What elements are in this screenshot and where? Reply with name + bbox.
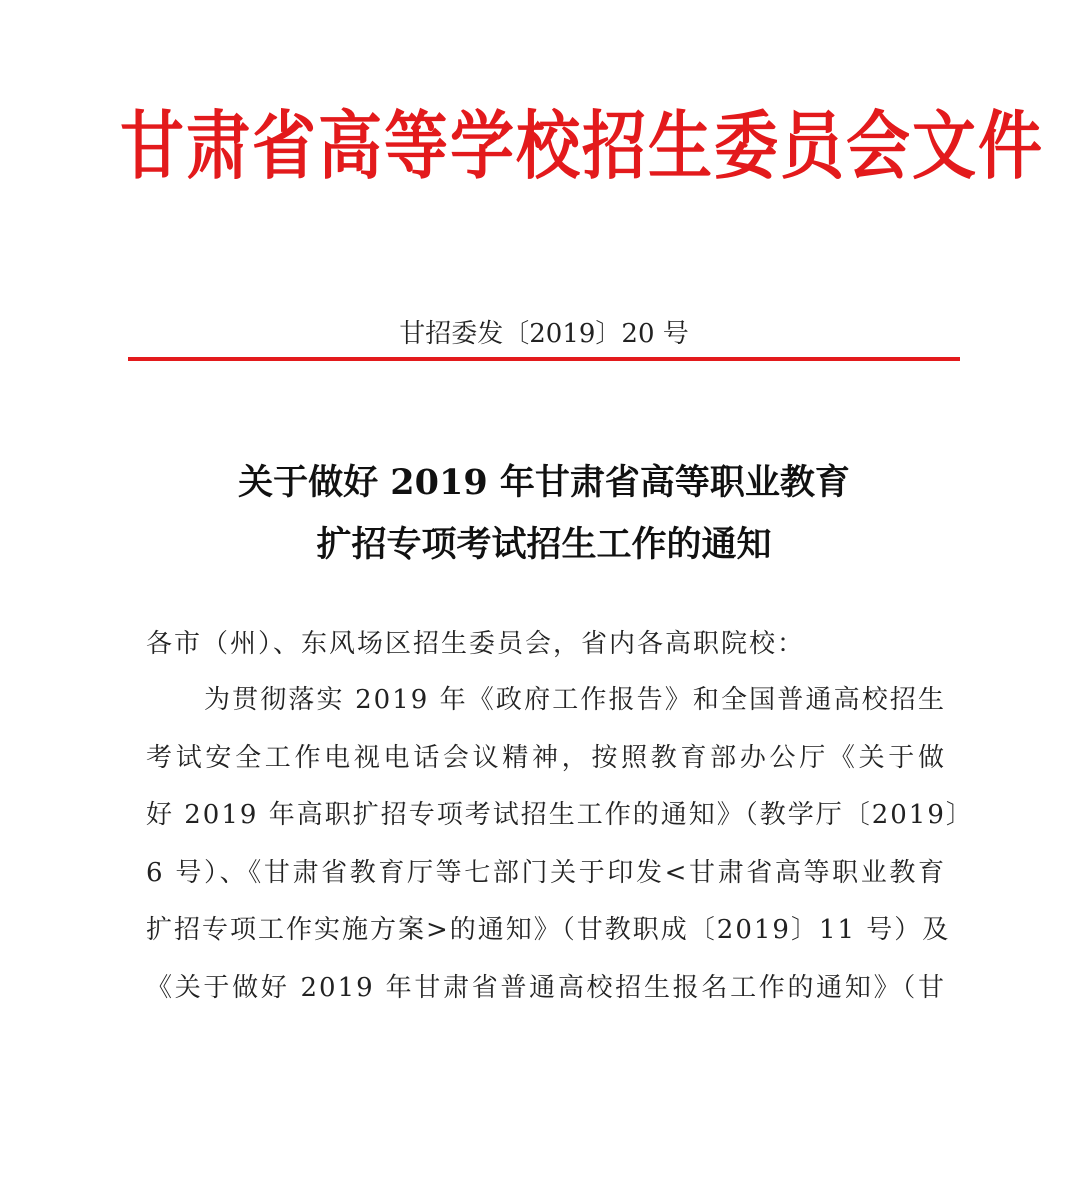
issuing-org-header: 甘肃省高等学校招生委员会文件 xyxy=(120,104,1044,190)
body-line-2: 考试安全工作电视电话会议精神，按照教育部办公厅《关于做 xyxy=(146,742,946,773)
document-title-line-2: 扩招专项考试招生工作的通知 xyxy=(316,524,772,565)
document-title-line-1: 关于做好 2019 年甘肃省高等职业教育 xyxy=(238,462,850,503)
body-line-1: 为贯彻落实 2019 年《政府工作报告》和全国普通高校招生 xyxy=(204,685,946,715)
body-line-3: 好 2019 年高职扩招专项考试招生工作的通知》（教学厅〔2019〕 xyxy=(146,800,974,831)
red-divider-line xyxy=(128,357,960,361)
addressee-line: 各市（州）、东风场区招生委员会，省内各高职院校： xyxy=(146,629,806,659)
document-number: 甘招委发〔2019〕20 号 xyxy=(399,319,689,349)
document-title xyxy=(128,452,960,576)
body-paragraph xyxy=(146,680,974,1026)
body-line-4: 6 号）、《甘肃省教育厅等七部门关于印发<甘肃省高等职业教育 xyxy=(146,857,946,888)
body-line-5: 扩招专项工作实施方案>的通知》（甘教职成〔2019〕11 号）及 xyxy=(146,915,951,946)
body-line-6: 《关于做好 2019 年甘肃省普通高校招生报名工作的通知》（甘 xyxy=(146,972,946,1003)
